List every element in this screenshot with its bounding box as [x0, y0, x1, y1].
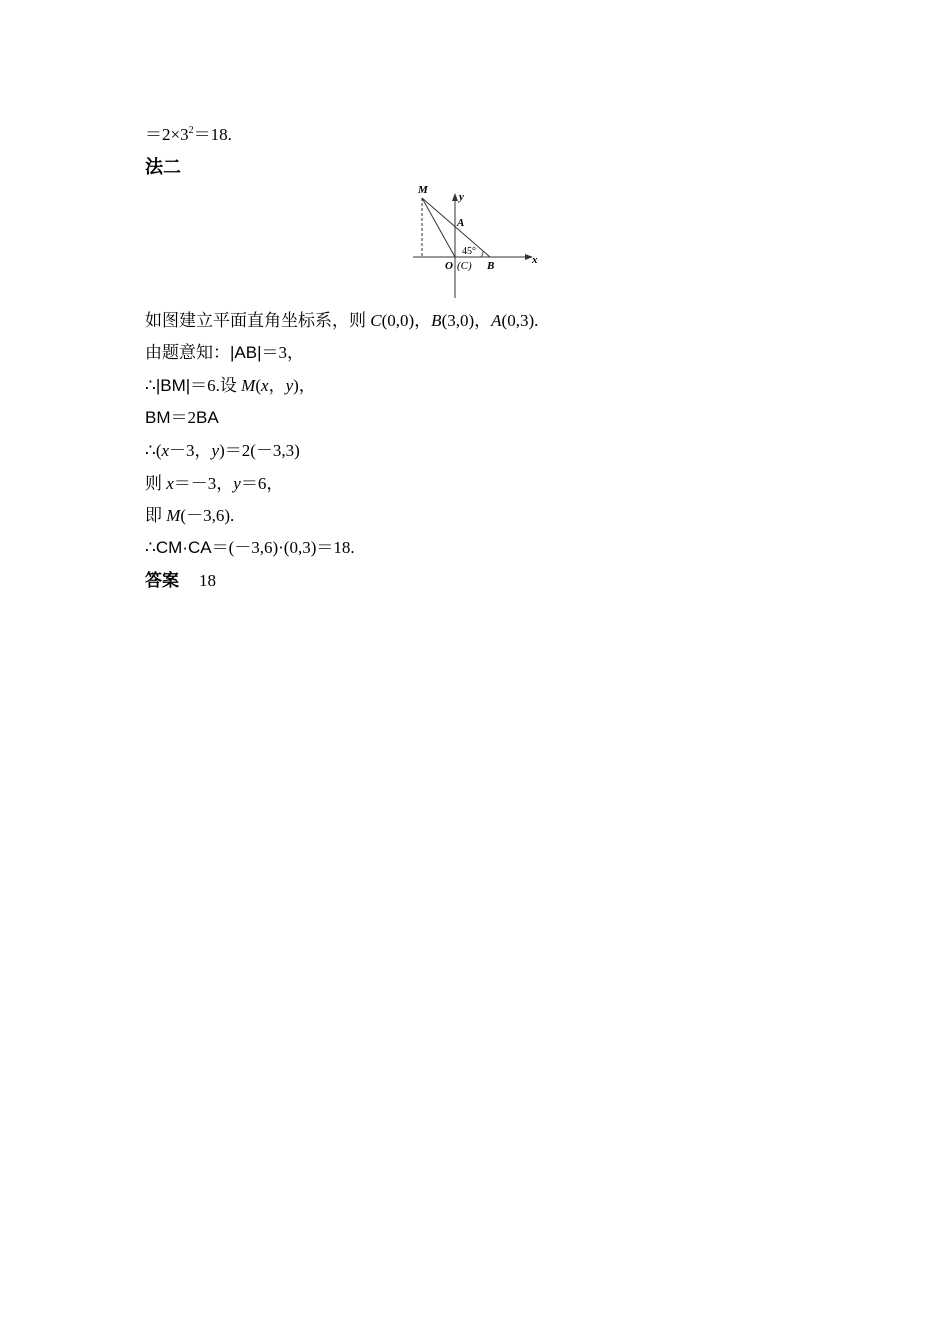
- vector-ca: CA: [187, 538, 212, 557]
- label-x: x: [532, 254, 538, 266]
- paren-open: (: [255, 376, 262, 395]
- line-mb: [422, 198, 490, 257]
- point-c-coords: (0,0)，: [381, 311, 432, 330]
- angle-arc: [481, 251, 483, 257]
- var-y: y: [211, 441, 220, 460]
- var-x: x: [166, 474, 174, 493]
- eq1-text: ＝2×3: [145, 125, 189, 144]
- label-b: B: [487, 260, 495, 272]
- var-y: y: [233, 474, 241, 493]
- given-text: 由题意知：: [145, 343, 230, 362]
- point-m-coords: (－3,6).: [180, 506, 235, 525]
- dot-product-line: [145, 537, 355, 559]
- method-two-heading: [145, 156, 181, 178]
- bm-value: ＝6.设: [190, 376, 242, 395]
- given-line: [145, 342, 304, 364]
- method-two-text: 法二: [145, 157, 181, 177]
- therefore-symbol: ∴: [145, 538, 156, 557]
- coordinate-setup-line: [145, 310, 538, 332]
- component-equation-line: [145, 440, 300, 462]
- equation-line-1: [145, 124, 232, 149]
- therefore-open: ∴(: [145, 441, 162, 460]
- namely-text: 即: [145, 506, 167, 525]
- point-a-coords: (0,3).: [501, 311, 539, 330]
- then-text: 则: [145, 474, 167, 493]
- point-c: C: [370, 311, 382, 330]
- label-c: (C): [457, 260, 472, 272]
- x-minus-three: －3，: [169, 441, 212, 460]
- dot-operator: ·: [182, 538, 188, 557]
- given-value: ＝3，: [261, 343, 305, 362]
- answer-line: [145, 570, 216, 592]
- line-mo: [422, 198, 455, 257]
- point-a: A: [491, 311, 502, 330]
- vector-bm-magnitude: |BM|: [155, 376, 191, 395]
- label-a: A: [457, 217, 465, 229]
- vector-equation-line: [145, 407, 219, 429]
- therefore-symbol: ∴: [145, 376, 156, 395]
- point-m: M: [241, 376, 256, 395]
- paren-close: )，: [293, 376, 316, 395]
- var-x: x: [161, 441, 170, 460]
- var-y: y: [285, 376, 294, 395]
- coordinate-figure: [410, 183, 545, 301]
- point-b-coords: (3,0)，: [441, 311, 492, 330]
- vector-cm: CM: [155, 538, 183, 557]
- point-b: B: [431, 311, 442, 330]
- label-y: y: [459, 191, 464, 203]
- label-m: M: [418, 184, 428, 196]
- equation-rhs: )＝2(－3,3): [219, 441, 300, 460]
- x-value: ＝－3，: [173, 474, 234, 493]
- label-o: O: [445, 260, 453, 272]
- point-m: M: [166, 506, 181, 525]
- equals-two: ＝2: [170, 408, 196, 427]
- eq1-result: ＝18.: [193, 125, 232, 144]
- setup-text: 如图建立平面直角坐标系，则: [145, 311, 371, 330]
- bm-line: [145, 375, 316, 397]
- vector-bm: BM: [145, 408, 171, 427]
- answer-label: 答案: [145, 571, 179, 590]
- answer-value: 18: [199, 571, 216, 590]
- eq1-exponent: 2: [188, 125, 194, 136]
- y-value: ＝6，: [240, 474, 284, 493]
- vector-ab-magnitude: |AB|: [230, 343, 262, 362]
- vector-ba: BA: [196, 408, 219, 427]
- solution-line: [145, 473, 283, 495]
- comma: ，: [268, 376, 286, 395]
- y-axis-arrow: [452, 193, 458, 201]
- label-angle: 45°: [462, 246, 476, 257]
- dot-product-result: ＝(－3,6)·(0,3)＝18.: [211, 538, 355, 557]
- point-m-line: [145, 505, 234, 527]
- var-x: x: [261, 376, 269, 395]
